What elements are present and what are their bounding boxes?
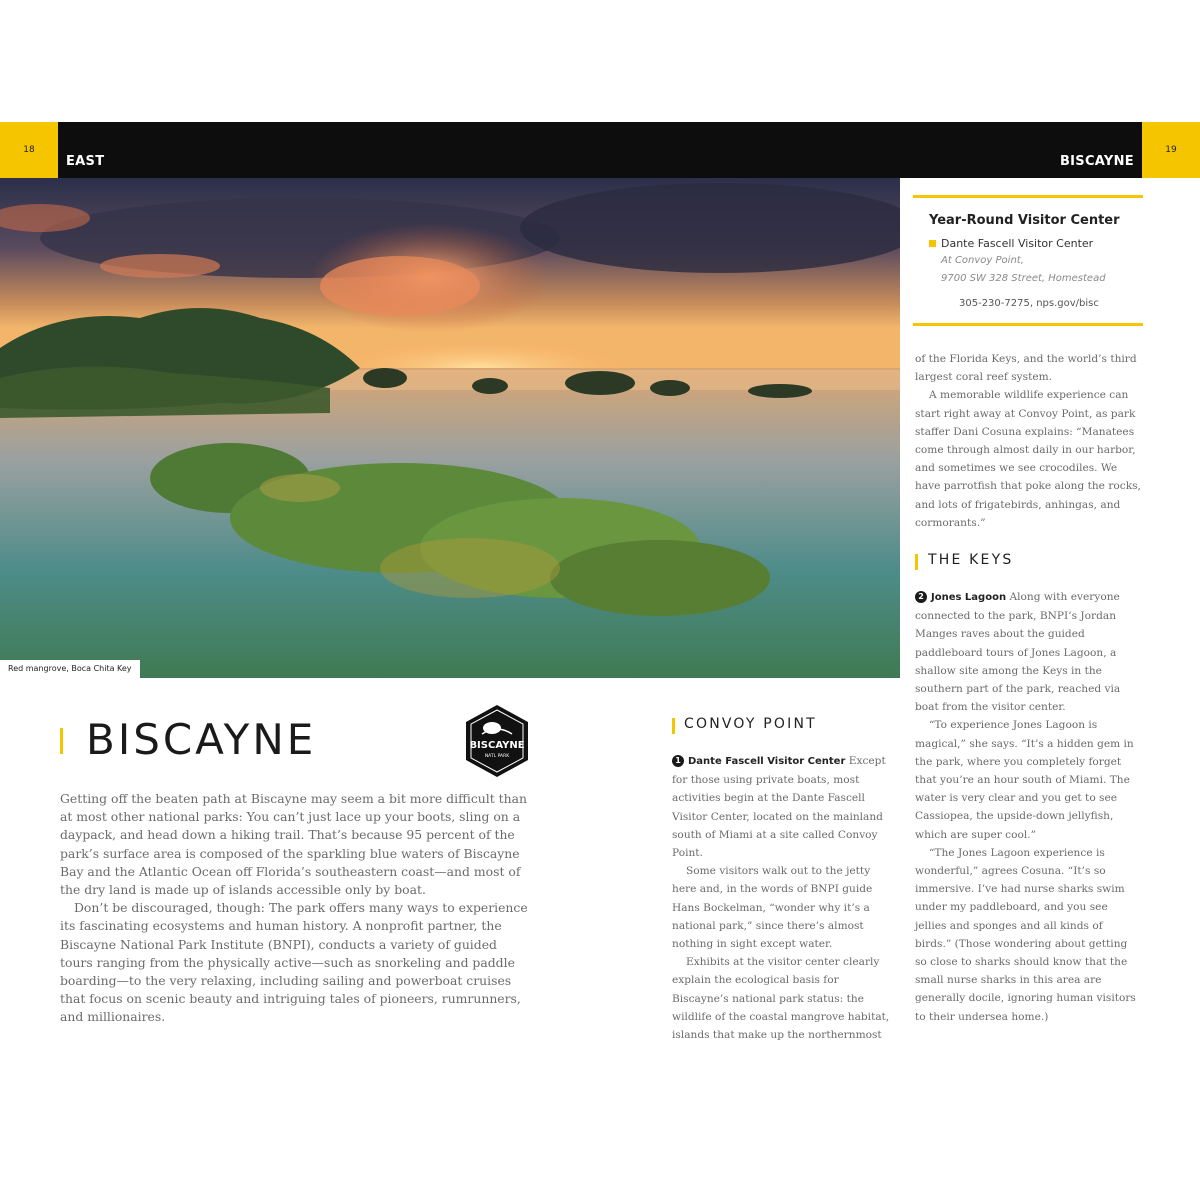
photo-caption: Red mangrove, Boca Chita Key	[0, 660, 140, 678]
keys-lead: Jones Lagoon	[931, 592, 1007, 603]
convoy-paragraph-1	[672, 752, 890, 862]
the-keys-column	[915, 588, 1141, 1026]
intro-paragraph-2: Don’t be discouraged, though: The park offers many ways to experience its fascinating ecosystems and human history. A nonprofit partner, the Biscayne National Park Institute (BNPI), conducts a variety of guided tours ranging from the physically active—such as snorkeling and paddle boarding—to the very relaxing, including sailing and powerboat cruises that focus on scenic beauty and intriguing tales of pioneers, rumrunners, and millionaires.	[60, 900, 528, 1025]
right-paragraph-2: A memorable wildlife experience can start right away at Convoy Point, as park staffer Dani Cosuna explains: “Manatees come through almost daily in our harbor, and sometimes we see crocodiles. We have parrotfish that poke along the rocks, and lots of frigatebirds, anhingas, and cormorants.”	[915, 389, 1141, 529]
intro-text	[60, 790, 530, 1027]
box-top-rule	[913, 195, 1143, 198]
bullet-icon	[929, 240, 936, 247]
page-title: BISCAYNE	[86, 715, 317, 764]
convoy-paragraph-3: Exhibits at the visitor center clearly explain the ecological basis for Biscayne’s national park status: the wildlife of the coastal mangrove habitat, islands that make up the northernmost	[672, 956, 890, 1042]
keys-text-1: Along with everyone connected to the park, BNPI’s Jordan Manges raves about the guided paddleboard tours of Jones Lagoon, a shallow site among the Keys in the southern part of the park, reached via boat from the visitor center.	[915, 591, 1121, 714]
convoy-text-1: Except for those using private boats, most activities begin at the Dante Fascell Visitor Center, located on the mainland south of Miami at a site called Convoy Point.	[672, 755, 886, 860]
logo-text-sub: NATL PARK	[484, 754, 510, 759]
right-page-number: 19	[1142, 122, 1200, 178]
box-bottom-rule	[913, 323, 1143, 326]
biscayne-park-logo	[464, 704, 530, 778]
right-section-label: BISCAYNE	[1059, 154, 1134, 169]
left-section-label: EAST	[66, 154, 105, 169]
keys-heading-accent	[915, 554, 918, 570]
intro-paragraph-1: Getting off the beaten path at Biscayne may seem a bit more difficult than at most other national parks: You can’t just lace up your boots, sling on a daypack, and head down a hiking trail. That’s because 95 percent of the park’s surface area is composed of the sparkling blue waters of Biscayne Bay and the Atlantic Ocean off Florida’s southeastern coast—and most of the dry land is made up of islands accessible only by boat.	[60, 791, 527, 898]
right-paragraph-1: of the Florida Keys, and the world’s third largest coral reef system.	[915, 353, 1137, 384]
convoy-point-column	[672, 752, 890, 1044]
convoy-paragraph-2: Some visitors walk out to the jetty here and, in the words of BNPI guide Hans Bockelman, “wonder why it’s a national park,” since there’s almost nothing in sight except water.	[672, 865, 873, 951]
visitor-center-address-line2: 9700 SW 328 Street, Homestead	[941, 273, 1106, 284]
visitor-center-name-text: Dante Fascell Visitor Center	[941, 237, 1094, 250]
page-header-bar	[0, 122, 1200, 178]
visitor-center-box	[913, 195, 1143, 325]
the-keys-heading: THE KEYS	[928, 552, 1014, 568]
map-marker-2-icon: 2	[915, 591, 927, 603]
mangrove-sunset-photo	[0, 178, 900, 678]
visitor-center-contact: 305-230-7275, nps.gov/bisc	[959, 298, 1099, 309]
keys-paragraph-1	[915, 588, 1141, 716]
visitor-center-name	[929, 237, 1093, 250]
logo-badge-icon	[464, 704, 530, 778]
convoy-point-heading: CONVOY POINT	[684, 716, 817, 732]
map-marker-1-icon: 1	[672, 755, 684, 767]
visitor-box-title: Year-Round Visitor Center	[929, 213, 1120, 228]
title-accent-bar	[60, 728, 63, 754]
logo-text-main: BISCAYNE	[469, 740, 525, 751]
visitor-center-address-line1: At Convoy Point,	[941, 255, 1024, 266]
keys-paragraph-2: “To experience Jones Lagoon is magical,” she says. “It’s a hidden gem in the park, where you completely forget that you’re an hour south of Miami. The water is very clear and you get to see Cassiopea, the upside-down jellyfish, which are super cool.”	[915, 719, 1134, 841]
photo-illustration	[0, 178, 900, 678]
left-page-number: 18	[0, 122, 58, 178]
convoy-lead: Dante Fascell Visitor Center	[688, 756, 846, 767]
keys-paragraph-3: “The Jones Lagoon experience is wonderful,” agrees Cosuna. “It’s so immersive. I’ve had nurse sharks swim under my paddleboard, and you see jellies and sponges and all kinds of birds.” (Those wondering about getting so close to sharks should know that the small nurse sharks in this area are generally docile, ignoring human visitors to their undersea home.)	[915, 846, 1136, 1023]
right-column-top	[915, 350, 1141, 532]
convoy-heading-accent	[672, 718, 675, 734]
